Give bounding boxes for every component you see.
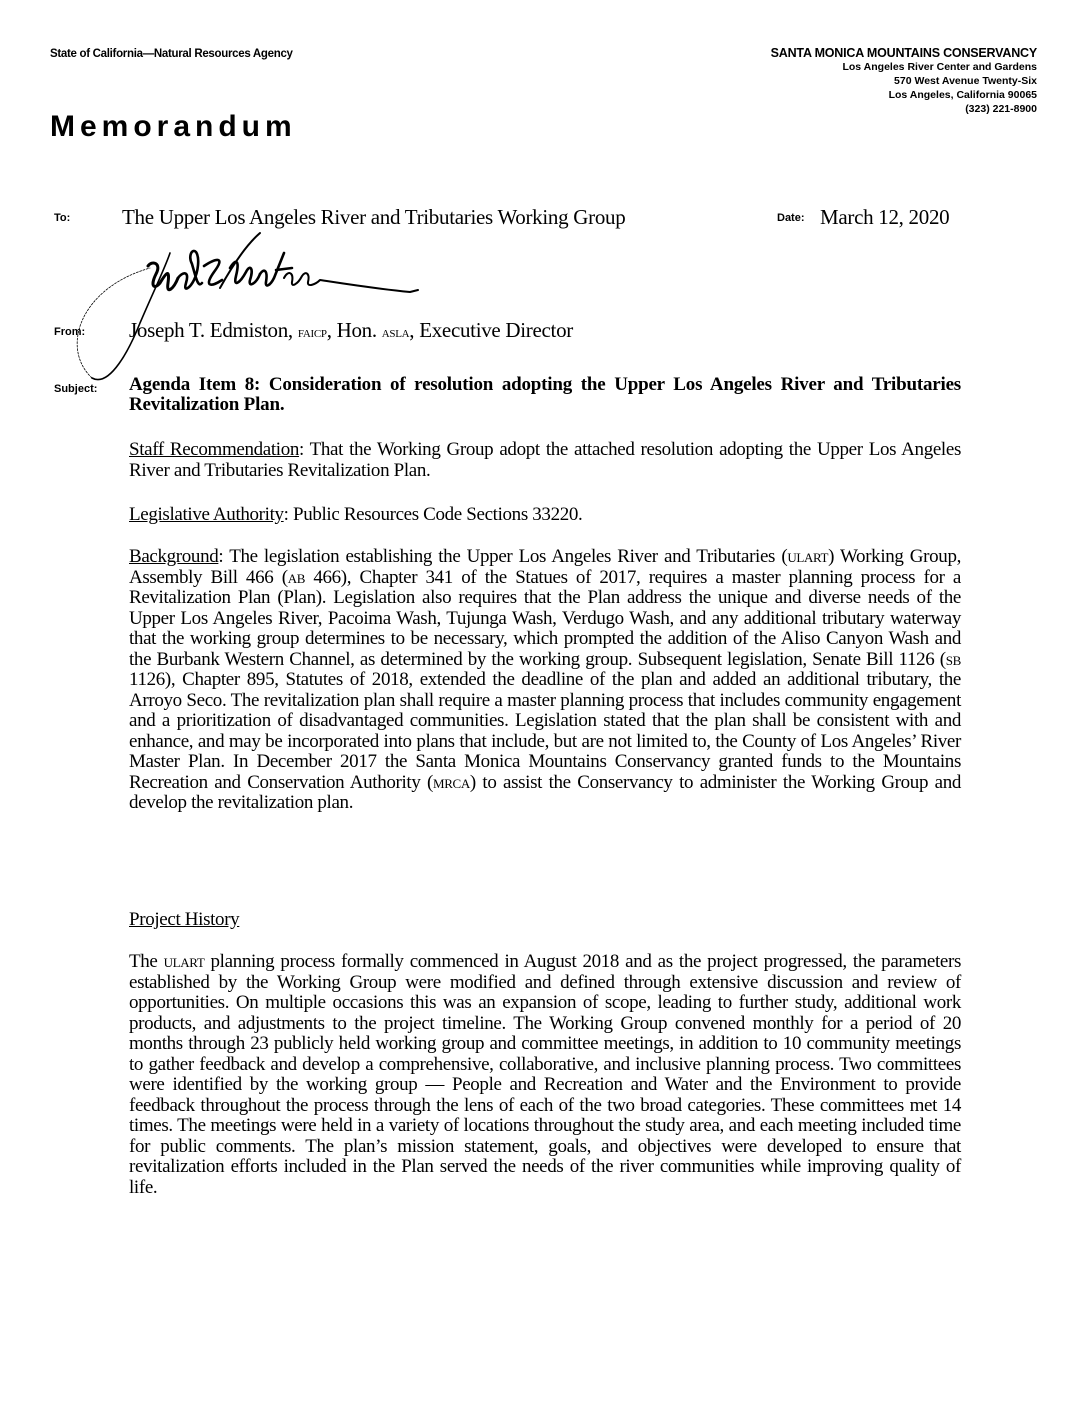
organization-name: SANTA MONICA MOUNTAINS CONSERVANCY (770, 46, 1037, 60)
acronym-ulart: ulart (163, 951, 205, 972)
agency-line: State of California—Natural Resources Agency (50, 48, 293, 60)
background-text: ) Working Group, Assembly Bill 466 ( (129, 546, 961, 588)
staff-recommendation (129, 440, 961, 481)
from-separator: , Hon. (326, 318, 377, 342)
from-credential-faicp: faicp (297, 325, 327, 341)
acronym-ab: ab (287, 566, 306, 588)
background-text: ) to assist the Conservancy to administer the Working Group and develop the revitalization plan. (129, 771, 962, 813)
acronym-mrca: mrca (433, 771, 470, 793)
organization-address-line: Los Angeles River Center and Gardens (842, 61, 1037, 73)
history-text: planning process formally commenced in August 2018 and as the project progressed, the parameters established by the Working Group were modified and defined through extensive discussion and review of opportunities. On multiple occasions this was an expansion of scope, leading to further study, additional work products, and adjustments to the project timeline. The Working Group convened monthly for a period of 20 months through 23 publicly held working group and committee meetings, in addition to 10 community meetings to gather feedback and develop a comprehensive, collaborative, and inclusive planning process. Two committees were identified by the working group — People and Recreation and Water and the Environment to provide feedback throughout the process through the lens of each of the two broad categories. These committees met 14 times. The meetings were held in a variety of locations throughout the study area, and each meeting included time for public comments. The plan’s mission statement, goals, and objectives were developed to ensure that revitalization efforts included in the Plan served the needs of the river communities while improving quality of life. (129, 951, 962, 1198)
subject-label: Subject: (54, 383, 98, 395)
legislative-authority-text: : Public Resources Code Sections 33220. (283, 504, 583, 525)
project-history-heading-text: Project History (129, 909, 240, 930)
legislative-authority (129, 505, 961, 526)
to-label: To: (54, 212, 71, 224)
organization-address-line: Los Angeles, California 90065 (888, 89, 1037, 101)
signature-image (70, 228, 450, 393)
staff-recommendation-heading: Staff Recommendation (129, 439, 299, 460)
organization-address-line: 570 West Avenue Twenty-Six (894, 75, 1037, 87)
from-credential-asla: asla (381, 325, 410, 341)
background-heading: Background (129, 546, 219, 567)
project-history-paragraph (129, 952, 961, 1198)
legislative-authority-heading: Legislative Authority (129, 504, 284, 525)
staff-recommendation-text: : That the Working Group adopt the attached resolution adopting the Upper Los Angeles River and Tributaries Revitalization Plan. (129, 439, 961, 481)
background-text: 466), Chapter 341 of the Statues of 2017, requires a master planning process for a Revitalization Plan (Plan). Legislation also requires that the Plan address the unique and diverse needs of the Upper Los Angeles River, Pacoima Wash, Tujunga Wash, Verdugo Wash, and any additional tributary waterway that the working group determines to be necessary, which prompted the addition of the Aliso Canyon Wash and the Burbank Western Channel, as determined by the working group. Subsequent legislation, Senate Bill 1126 ( (129, 566, 961, 670)
from-title: , Executive Director (409, 318, 573, 342)
to-value: The Upper Los Angeles River and Tributaries Working Group (122, 205, 626, 229)
background-paragraph (129, 547, 961, 814)
subject-value: Agenda Item 8: Consideration of resolution adopting the Upper Los Angeles River and Tributaries Revitalization Plan. (129, 374, 961, 415)
project-history-heading (129, 910, 961, 931)
background-text: 1126), Chapter 895, Statutes of 2018, extended the deadline of the plan and added an additional tributary, the Arroyo Seco. The revitalization plan shall require a master planning process that includes community engagement and a prioritization of disadvantaged communities. Legislation stated that the plan shall be consistent with and enhance, and may be incorporated into plans that include, but are not limited to, the County of Los Angeles’ River Master Plan. In December 2017 the Santa Monica Mountains Conservancy granted funds to the Mountains Recreation and Conservation Authority ( (129, 669, 961, 793)
acronym-ulart: ulart (787, 546, 829, 567)
organization-phone: (323) 221-8900 (965, 103, 1037, 115)
background-text: : The legislation establishing the Upper Los Angeles River and Tributaries ( (218, 546, 788, 567)
memo-title: Memorandum (50, 110, 297, 143)
organization-block (771, 46, 1037, 116)
from-label: From: (54, 326, 86, 338)
from-name: Joseph T. Edmiston, (129, 318, 293, 342)
acronym-sb: sb (945, 648, 961, 670)
date-label: Date: (777, 212, 805, 224)
from-value (129, 318, 573, 343)
date-value: March 12, 2020 (820, 205, 950, 229)
history-text: The (129, 951, 164, 972)
